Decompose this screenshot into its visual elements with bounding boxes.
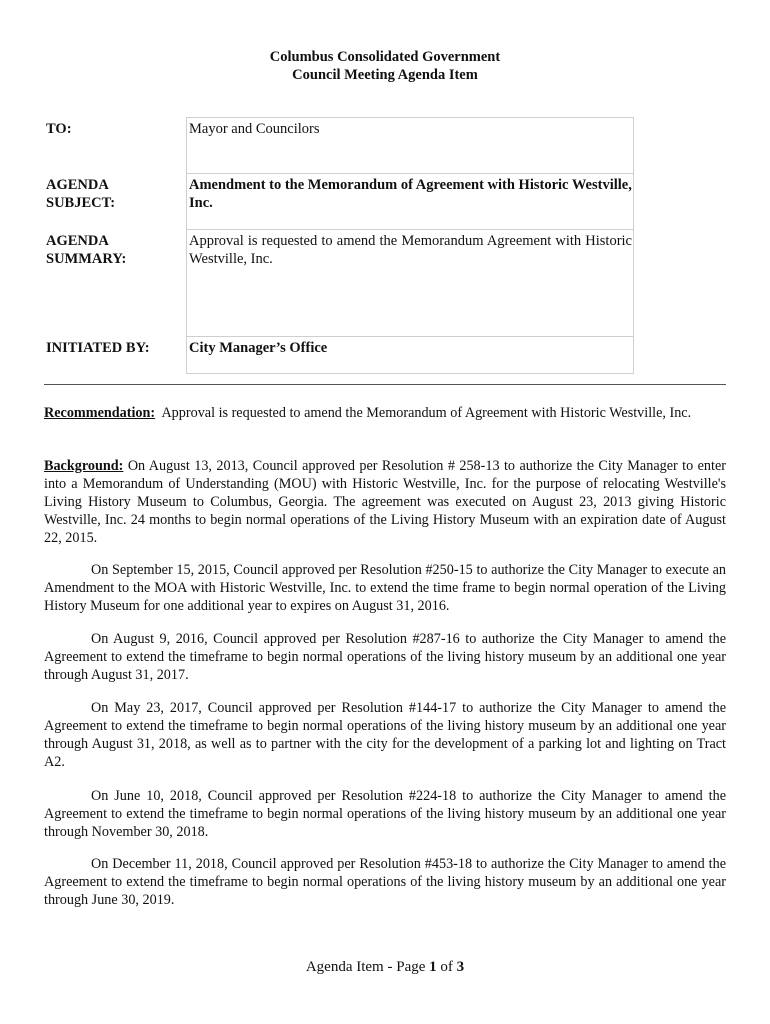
summary-label <box>44 230 187 337</box>
to-value: Mayor and Councilors <box>187 118 634 174</box>
footer-prefix: Agenda Item - Page <box>305 959 430 975</box>
subject-label-line-1: AGENDA <box>46 176 109 193</box>
table-row-to <box>44 118 634 174</box>
table-row-summary <box>44 230 634 337</box>
initiated-label: INITIATED BY: <box>46 339 150 356</box>
summary-label-line-1: AGENDA <box>46 232 109 249</box>
footer-page-number: 1 <box>429 959 437 975</box>
initiated-value: City Manager’s Office <box>187 337 634 374</box>
to-label: TO: <box>46 120 72 137</box>
history-paragraph-1: On September 15, 2015, Council approved per Resolution #250-15 to authorize the City Manager to execute an Amendment to the MOA with Historic Westville, Inc. to extend the time frame to begin normal operation of the Living History Museum for one additional year to expires on August 31, 2016. <box>44 562 726 614</box>
table-row-initiated <box>44 337 634 374</box>
background-text: On August 13, 2013, Council approved per Resolution # 258-13 to authorize the City Manager to enter into a Memorandum of Understanding (MOU) with Historic Westville, Inc. for the purpose of relocating Westville's Living History Museum to Columbus, Georgia. The agreement was executed on August 23, 2013 giving Historic Westville, Inc. 24 months to begin normal operations of the Living History Museum with an expiration date of August 22, 2015. <box>44 458 726 546</box>
agenda-info-table <box>44 117 634 374</box>
recommendation-paragraph <box>44 404 726 422</box>
subject-label <box>44 174 187 230</box>
recommendation-heading: Recommendation: <box>44 405 156 421</box>
summary-label-line-2: SUMMARY: <box>46 250 127 267</box>
section-divider <box>44 384 726 385</box>
document-title-line-2: Council Meeting Agenda Item <box>292 67 478 83</box>
history-paragraph-4: On June 10, 2018, Council approved per Resolution #224-18 to authorize the City Manager to amend the Agreement to extend the timeframe to begin normal operations of the living history museum by an additional one year through November 30, 2018. <box>44 788 726 840</box>
history-paragraph-5: On December 11, 2018, Council approved per Resolution #453-18 to authorize the City Manager to amend the Agreement to extend the timeframe to begin normal operations of the living history museum by an additional one year through June 30, 2019. <box>44 856 726 908</box>
history-paragraph-2: On August 9, 2016, Council approved per Resolution #287-16 to authorize the City Manager to amend the Agreement to extend the timeframe to begin normal operations of the living history museum by an additional one year through August 31, 2017. <box>44 631 726 683</box>
table-row-subject <box>44 174 634 230</box>
footer-total-pages: 3 <box>456 959 465 975</box>
subject-label-line-2: SUBJECT: <box>46 194 116 211</box>
background-heading: Background: <box>44 458 124 474</box>
footer-of: of <box>436 959 457 975</box>
page-footer <box>0 959 770 976</box>
summary-value: Approval is requested to amend the Memorandum Agreement with Historic Westville, Inc. <box>187 230 634 337</box>
document-title-line-1: Columbus Consolidated Government <box>269 49 501 65</box>
recommendation-text: Approval is requested to amend the Memorandum of Agreement with Historic Westville, Inc. <box>161 405 692 421</box>
history-paragraph-3: On May 23, 2017, Council approved per Resolution #144-17 to authorize the City Manager to amend the Agreement to extend the timeframe to begin normal operations of the living history museum by an additional one year through August 31, 2018, as well as to partner with the city for the development of a parking lot and lighting on Tract A2. <box>44 700 726 770</box>
subject-value: Amendment to the Memorandum of Agreement with Historic Westville, Inc. <box>187 174 634 230</box>
background-paragraph <box>44 457 726 547</box>
